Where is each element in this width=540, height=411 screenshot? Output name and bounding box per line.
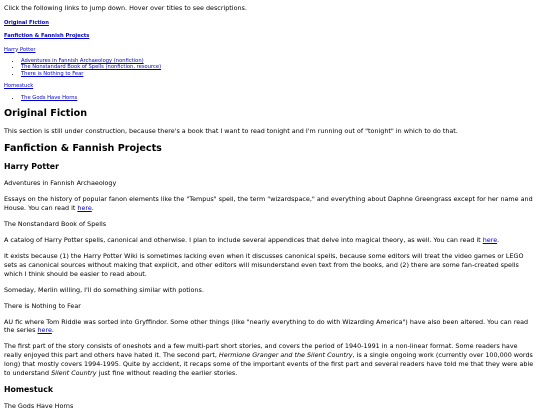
- heading-original-fiction: Original Fiction: [4, 108, 88, 120]
- title-nonstandard-spells[interactable]: The Nonstandard Book of Spells: [4, 219, 107, 228]
- nonstandard-spells-potions: Someday, Merlin willing, I'll do something similar with potions.: [4, 285, 204, 294]
- toc-hp-list: [4, 58, 536, 78]
- toc-link-fannish-archaeology[interactable]: Adventures in Fannish Archaeology (nonfiction): [21, 57, 144, 64]
- desc-nothing-to-fear: AU fic where Tom Riddle was sorted into Gryffindor. Some other things (like "nearly everything to do with Wizarding America") have also been altered. You can read the series here.: [4, 317, 529, 335]
- title-nothing-to-fear[interactable]: There is Nothing to Fear: [4, 301, 81, 310]
- toc-link-homestuck[interactable]: Homestuck: [4, 83, 34, 90]
- toc-link-gods-have-horns[interactable]: The Gods Have Horns: [21, 94, 78, 101]
- list-item: [21, 95, 536, 102]
- toc-link-nonstandard-spells[interactable]: The Nonstandard Book of Spells (nonfiction, resource): [21, 64, 162, 71]
- toc-hs-list: [4, 95, 536, 102]
- intro-text: Click the following links to jump down. Hover over titles to see descriptions.: [4, 4, 247, 12]
- link-nothing-to-fear-here[interactable]: here: [37, 326, 52, 335]
- list-item: [21, 71, 536, 78]
- table-of-contents: [4, 20, 536, 101]
- toc-link-nothing-to-fear[interactable]: There is Nothing to Fear: [21, 70, 84, 77]
- heading-fanfiction: Fanfiction & Fannish Projects: [4, 143, 162, 155]
- toc-link-fanfiction[interactable]: Fanfiction & Fannish Projects: [4, 33, 90, 40]
- toc-link-original-fiction[interactable]: Original Fiction: [4, 19, 49, 26]
- nothing-to-fear-parts: The first part of the story consists of oneshots and a few multi-part short stories, and covers the period of 1940-1991 in a non-linear format. Some readers have really enjoyed this part and others have hated it. The second part, Hermione Granger and the Silent Country, is a single ongoing work (currently over 100,000 words long) that mostly covers 1994-1995. Quite by accident, it recaps some of the important events of the first part and several readers have told me that they were able to understand Silent Country just fine without reading the earlier stories.: [4, 342, 534, 378]
- desc-fannish-archaeology: Essays on the history of popular fanon elements like the "Tempus" spell, the term "wizardspace," and everything about Daphne Greengrass except for her name and House. You can read it here.: [4, 194, 533, 212]
- title-fannish-archaeology[interactable]: Adventures in Fannish Archaeology: [4, 178, 117, 187]
- link-nonstandard-spells-here[interactable]: here: [482, 235, 498, 244]
- nonstandard-spells-reason: It exists because (1) the Harry Potter Wiki is sometimes lacking even when it discusses canonical spells, because some editors will treat the video games or LEGO sets as canonical sources without making that explicit, and other editors will misunderstand even text from the books, and (2) there are some fan-created spells which I think should be easier to read about.: [4, 251, 524, 278]
- desc-nonstandard-spells: A catalog of Harry Potter spells, canonical and otherwise. I plan to include several appendices that delve into magical theory, as well. You can read it here.: [4, 235, 500, 244]
- title-gods-have-horns[interactable]: The Gods Have Horns: [4, 402, 74, 411]
- heading-homestuck: Homestuck: [4, 385, 54, 395]
- link-fannish-archaeology-here[interactable]: here: [77, 203, 92, 212]
- toc-link-harry-potter[interactable]: Harry Potter: [4, 46, 36, 53]
- original-fiction-text: This section is still under construction, because there's a book that I want to read tonight and I'm running out of "tonight" in which to do that.: [4, 126, 458, 135]
- heading-harry-potter: Harry Potter: [4, 161, 59, 171]
